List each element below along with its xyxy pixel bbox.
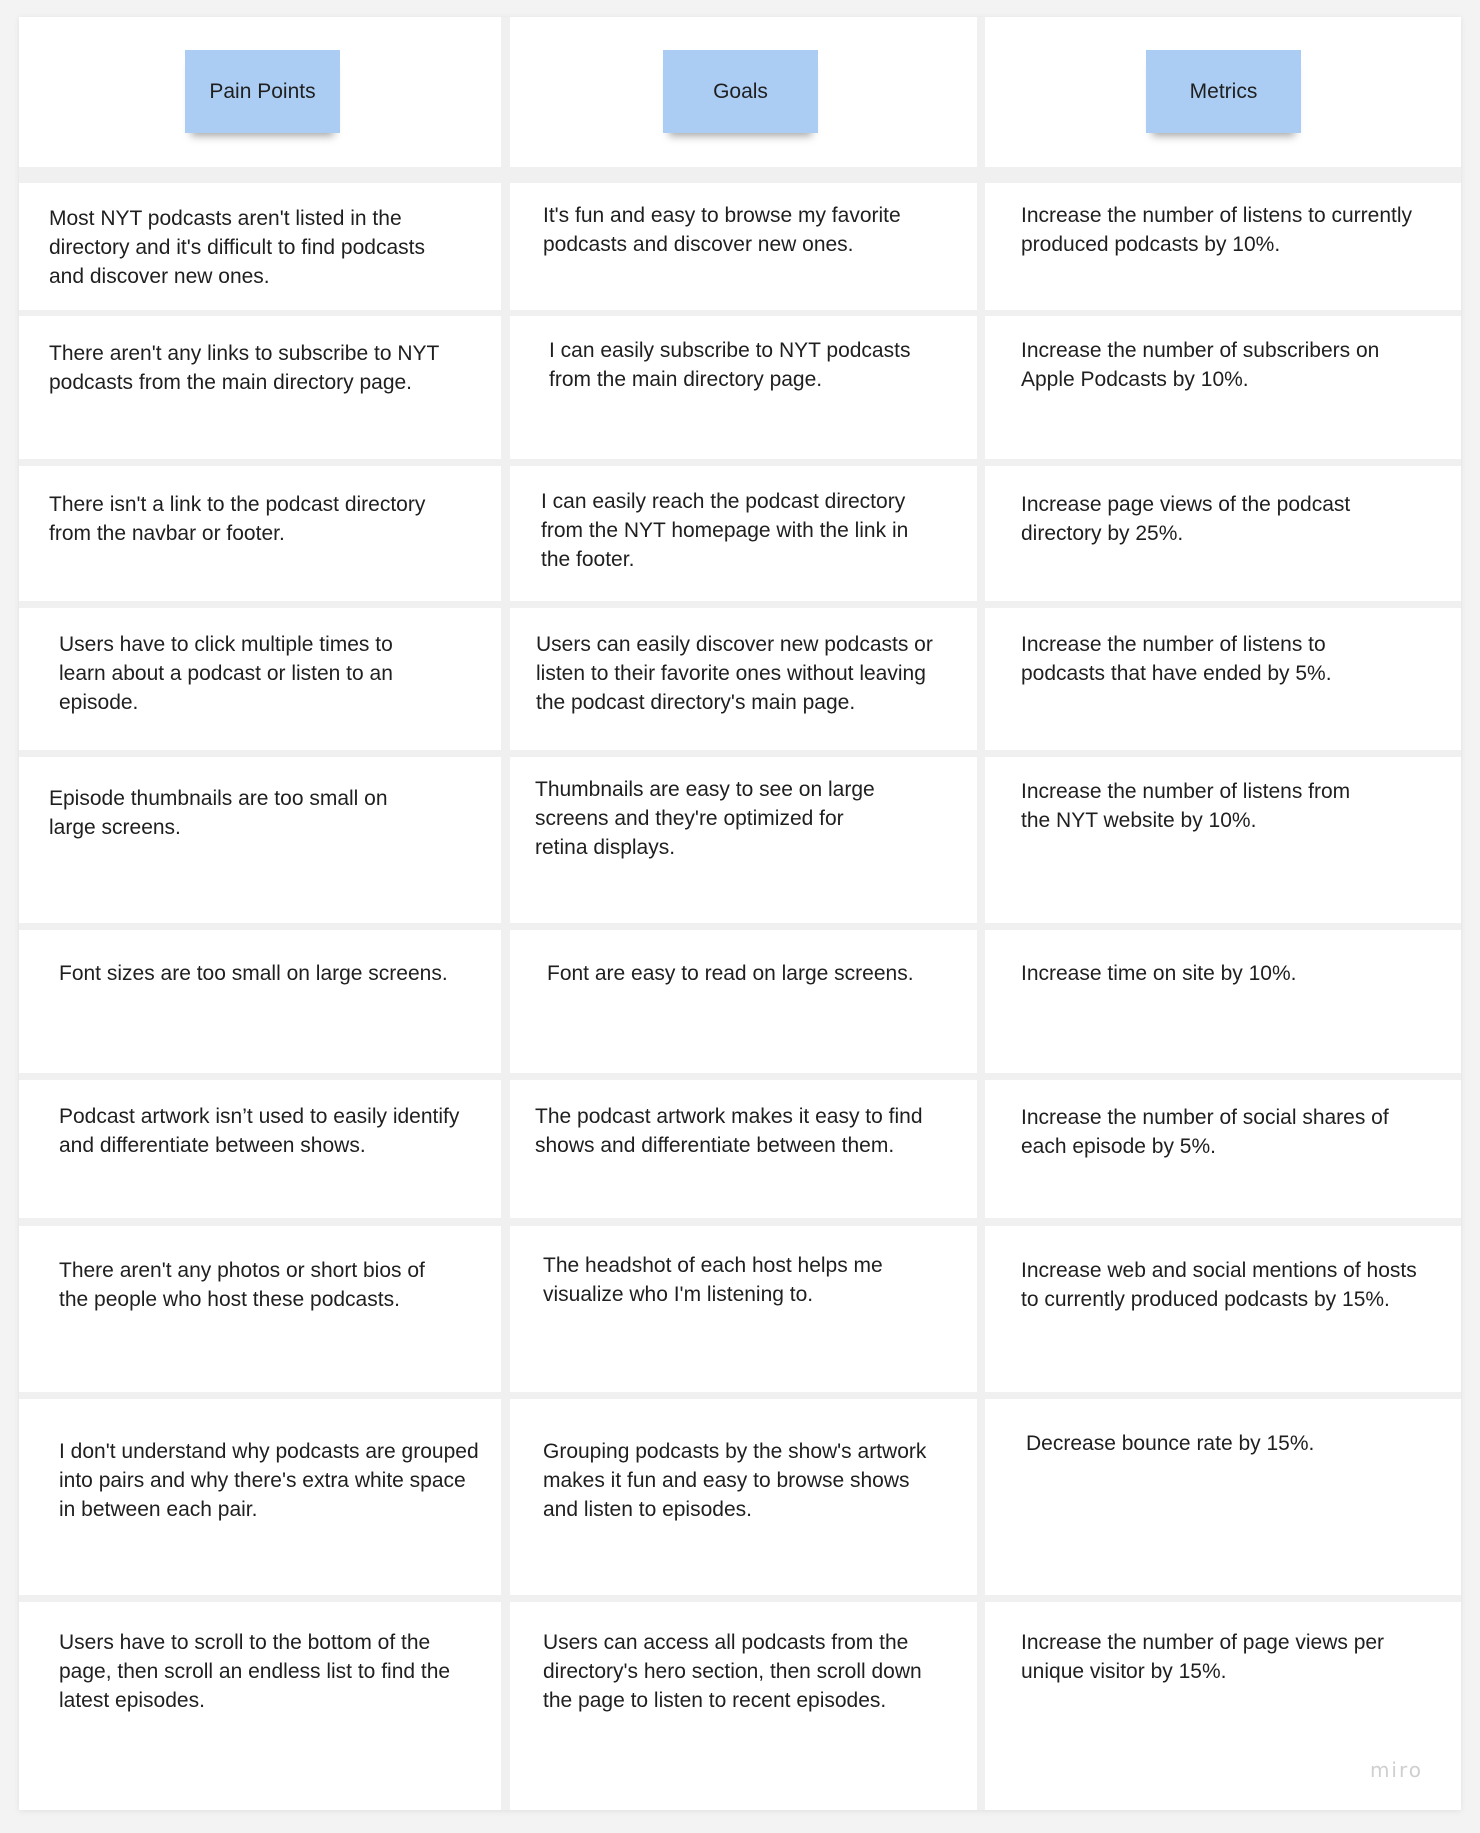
miro-watermark-logo: miro	[1369, 1758, 1423, 1782]
goal-cell[interactable]	[510, 183, 977, 310]
metric-cell[interactable]	[985, 1226, 1461, 1392]
goal-text: Thumbnails are easy to see on large screens and they're optimized for retina displays.	[535, 778, 875, 859]
sticky-note-pain-points[interactable]	[185, 50, 340, 133]
pain-cell[interactable]	[19, 183, 501, 310]
goal-cell[interactable]	[510, 757, 977, 923]
metric-text: Increase page views of the podcast directory by 25%.	[1021, 493, 1351, 545]
goal-cell[interactable]	[510, 1602, 977, 1810]
pain-text: I don't understand why podcasts are grouped into pairs and why there's extra white space in between each pair.	[59, 1440, 479, 1521]
goal-cell[interactable]	[510, 930, 977, 1073]
goal-text: I can easily subscribe to NYT podcasts from the main directory page.	[549, 339, 911, 391]
pain-cell[interactable]	[19, 757, 501, 923]
pain-cell[interactable]	[19, 316, 501, 459]
metric-text: Increase the number of social shares of each episode by 5%.	[1021, 1106, 1389, 1158]
goal-text: It's fun and easy to browse my favorite podcasts and discover new ones.	[543, 204, 901, 256]
metric-cell[interactable]	[985, 466, 1461, 601]
metric-cell[interactable]	[985, 1602, 1461, 1810]
metric-cell[interactable]	[985, 930, 1461, 1073]
goal-text: Users can access all podcasts from the directory's hero section, then scroll down the page to listen to recent episodes.	[543, 1631, 922, 1712]
pain-cell[interactable]	[19, 930, 501, 1073]
goal-cell[interactable]	[510, 466, 977, 601]
metric-text: Increase the number of subscribers on Apple Podcasts by 10%.	[1021, 339, 1380, 391]
sticky-note-goals[interactable]	[663, 50, 818, 133]
metric-cell[interactable]	[985, 757, 1461, 923]
metric-cell[interactable]	[985, 316, 1461, 459]
header-label-pain-points: Pain Points	[209, 79, 316, 103]
metric-text: Increase the number of page views per unique visitor by 15%.	[1021, 1631, 1385, 1683]
metric-text: Increase the number of listens to podcasts that have ended by 5%.	[1021, 633, 1332, 685]
header-label-metrics: Metrics	[1189, 79, 1258, 103]
pain-cell[interactable]	[19, 466, 501, 601]
metric-cell[interactable]	[985, 608, 1461, 750]
goal-cell[interactable]	[510, 1080, 977, 1218]
goal-cell[interactable]	[510, 1226, 977, 1392]
goal-cell[interactable]	[510, 1399, 977, 1595]
pain-cell[interactable]	[19, 1399, 501, 1595]
goal-cell[interactable]	[510, 608, 977, 750]
header-cell-goals	[510, 17, 977, 167]
metric-text: Increase the number of listens from the NYT website by 10%.	[1021, 780, 1351, 832]
goal-text: Grouping podcasts by the show's artwork makes it fun and easy to browse shows and listen to episodes.	[543, 1440, 927, 1521]
goal-text: The podcast artwork makes it easy to find shows and differentiate between them.	[535, 1105, 923, 1157]
pain-cell[interactable]	[19, 1080, 501, 1218]
pain-text: There aren't any links to subscribe to NYT podcasts from the main directory page.	[49, 342, 439, 394]
header-cell-pain-points	[19, 17, 501, 167]
goal-text: Users can easily discover new podcasts or listen to their favorite ones without leaving the podcast directory's main page.	[536, 633, 933, 714]
metric-cell[interactable]	[985, 1399, 1461, 1595]
pain-text: Users have to click multiple times to learn about a podcast or listen to an episode.	[59, 633, 393, 714]
pain-text: Podcast artwork isn’t used to easily identify and differentiate between shows.	[59, 1105, 460, 1157]
pain-text: Episode thumbnails are too small on large screens.	[49, 787, 388, 839]
pain-cell[interactable]	[19, 608, 501, 750]
pain-text: Font sizes are too small on large screens.	[59, 962, 448, 985]
metric-text: Increase time on site by 10%.	[1021, 962, 1297, 985]
pain-text: There aren't any photos or short bios of the people who host these podcasts.	[59, 1259, 425, 1311]
pain-cell[interactable]	[19, 1602, 501, 1810]
goal-text: Font are easy to read on large screens.	[547, 962, 914, 985]
pain-text: Most NYT podcasts aren't listed in the directory and it's difficult to find podcasts and discover new ones.	[49, 207, 425, 288]
goal-text: I can easily reach the podcast directory from the NYT homepage with the link in the footer.	[541, 490, 909, 571]
metric-text: Decrease bounce rate by 15%.	[1026, 1432, 1315, 1455]
header-cell-metrics	[985, 17, 1461, 167]
goal-cell[interactable]	[510, 316, 977, 459]
pain-cell[interactable]	[19, 1226, 501, 1392]
header-label-goals: Goals	[713, 79, 768, 103]
metric-cell[interactable]	[985, 183, 1461, 310]
pain-text: There isn't a link to the podcast directory from the navbar or footer.	[49, 493, 426, 545]
goal-text: The headshot of each host helps me visualize who I'm listening to.	[543, 1254, 883, 1306]
pain-text: Users have to scroll to the bottom of the page, then scroll an endless list to find the latest episodes.	[59, 1631, 451, 1712]
metric-text: Increase the number of listens to currently produced podcasts by 10%.	[1021, 204, 1413, 256]
sticky-note-metrics[interactable]	[1146, 50, 1301, 133]
metric-text: Increase web and social mentions of hosts to currently produced podcasts by 15%.	[1021, 1259, 1417, 1311]
metric-cell[interactable]	[985, 1080, 1461, 1218]
